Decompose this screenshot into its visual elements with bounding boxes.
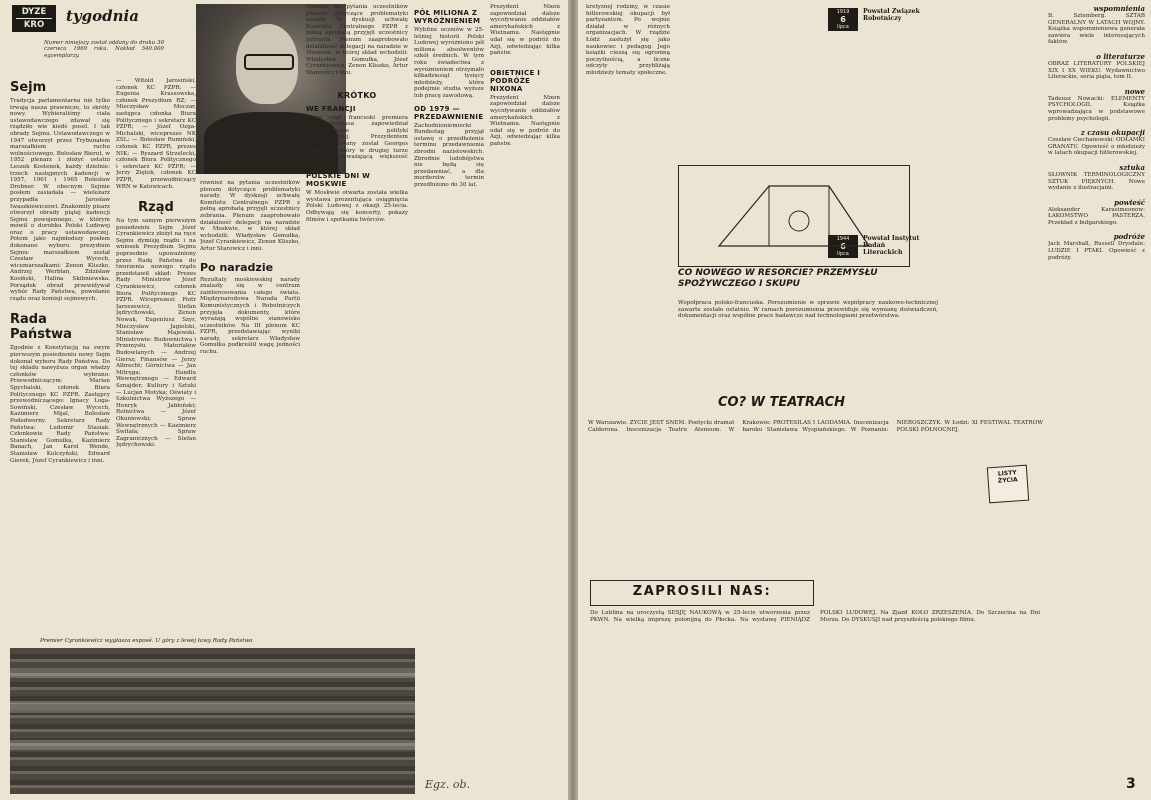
text-nixon-intro: Prezydent Nixon zapowiedział dalsze wycofywanie oddziałów amerykańskich z Wietnamu. Następnie udał się w podróż do Azji, odwiedzając kilka państw. (490, 4, 560, 57)
text-we-francji: Nowy rząd francuski premiera Chaban-Delmasa zapowiedział kontynuowanie polityki gaullistowskiej. Prezydentem Francji wybrany został Georges Pompidou, który w drugiej turze uzyskał przeważającą większość głosów. (306, 114, 408, 167)
logo (12, 5, 56, 32)
date-day-2: 6 (840, 242, 846, 251)
text-obietnice: Prezydent Nixon zapowiedział dalsze wycofywanie oddziałów amerykańskich z Wietnamu. Następnie udał się w podróż do Azji, odwiedzając kilka państw. (490, 94, 560, 147)
photo-glasses (244, 54, 294, 70)
text-wspomnienia: B. Sztemberg. SZTAB GENERALNY W LATACH WOJNY. Książka wspomnieniowa generała zawiera wiele interesujących faktów. (1048, 13, 1145, 46)
column-teatr (588, 420, 1043, 570)
photo-tier (10, 668, 415, 678)
heading-polskie-dni: POLSKIE DNI W MOSKWIE (306, 172, 371, 189)
text-polskie-dni: W Moskwie otwarta została wielka wystawa prezentująca osiągnięcia Polski Ludowej z okazji 25-lecia. Odbywają się koncerty, pokazy filmów i spotkania twórców. (306, 190, 408, 223)
heading-po-naradzie: Po naradzie (200, 260, 274, 274)
label-powiesc: powieść (1114, 197, 1145, 207)
logo-bottom: KRO (16, 18, 52, 31)
left-page (0, 0, 568, 800)
label-sztuka: sztuka (1119, 162, 1145, 172)
column-center (306, 4, 408, 644)
heading-we-francji: WE FRANCJI (306, 104, 356, 113)
heading-rzad: Rząd (138, 200, 174, 216)
heading-pol-miliona: PÓŁ MILIONA Z WYRÓŻNIENIEM (414, 9, 481, 25)
column-intro (586, 4, 670, 254)
heading-od-1979: OD 1979 — PRZEDAWNIENIE (414, 104, 484, 121)
text-rzad-continued: również na pytania uczestników plenum dotyczące problematyki narady. W dyskusji uchwałę Komitetu Centralnego PZPR z pełną aprobatą przyjęli uczestnicy zebrania. Plenum zaaprobowało działalność delegacji na naradzie w Moskwie, w której skład wchodzili: Władysław Gomułka, Józef Cyrankiewicz, Zenon Kliszko, Artur Starewicz i inni. (200, 180, 300, 252)
label-literatura: o literaturze (1096, 51, 1145, 61)
text-czasu-okupacji: Czesław Ciechanowski: ODŁAMKI GRANATU. Opowieść o młodzieży w latach okupacji hitlerowskiej. (1048, 137, 1145, 157)
label-krotko: KRÓTKO (337, 90, 377, 100)
signature: Egz. ob. (425, 778, 471, 791)
photo-tier (10, 740, 415, 750)
date-year-2: 1944 (836, 236, 850, 242)
date-month-2: lipca (837, 251, 849, 257)
text-intro: kretyznej rodziny, w czasie hitlerowskiej okupacji był partyzantem. Po wojnie działał w różnych organizacjach. W rządzie Łódź zasłużył się jako naukowiec i pedagog. Jego książki cieszą się ogromną poczytnością, a liczne odczyty przybliżają młodzieży tematy społeczne. (586, 4, 670, 76)
date-month-1: lipca (837, 24, 849, 30)
text-zaprosili: Do Lublina na uroczystą SESJĘ NAUKOWĄ w 25-lecie utworzenia przez PKWN. Na wielką imprezę polonijną do Płocka. Na wystawę PIENIĄDZ POLSKI LUDOWEJ. Na Zjazd KOŁO ZRZESZENIA. Do Szczecina na Dni Morza. Do DYSKUSJI nad przyszłością polskiego filmu. (590, 610, 1040, 623)
text-co-nowego: Współpraca polsko-francuska. Porozumienie w sprawie współpracy naukowo-technicznej zawarte zostało ostatnio. W ramach porozumienia przewiduje się wymianę doświadczeń, dokumentacji oraz wspólne prace badawcze nad technologiami przetwórstwa. (678, 300, 938, 320)
column-zaprosili (590, 610, 1040, 795)
illustration-resort (678, 165, 910, 267)
date-text-1: Powstał Związek Robotniczy (863, 8, 920, 23)
section-title: tygodnia (66, 7, 139, 25)
issue-note: Numer niniejszy został oddany do druku 30 czerwca 1969 roku. Nakład 540.000 egzemplarzy. (44, 40, 164, 59)
text-pol-miliona: Wybitne uczniów w 25-letniej historii Polski Ludowej wyróżniono pół miliona absolwentów szkół średnich. W tym roku świadectwa z wyróżnieniem otrzymało kilkadziesiąt tysięcy młodzieży, która podejmie studia wyższe lub pracę zawodową. (414, 27, 484, 99)
column-sejm (10, 78, 110, 644)
text-members: — Witold Jarosiński, członek KC PZPR; — Eugenia Krassowska, członek Prezydium RZ; — Mieczysław Moczar, zastępca członka Biura Politycznego i sekretarz KC PZPR; — Józef Ozga-Michalski, wiceprezes NK ZSL; — Bolesław Rumiński, członek KC PZPR, prezes NIK; — Ryszard Strzelecki, członek Biura Politycznego i sekretarz KC PZPR; — Jerzy Ziętek, członek KC PZPR, przewodniczący WRN w Katowicach. (116, 78, 196, 190)
heading-teatr: CO? W TEATRACH (718, 395, 846, 410)
label-nowe: nowe (1124, 86, 1145, 96)
text-teatr: W Warszawie. ŻYCIE JEST SNEM. Poetycki dramat Calderona. Inscenizacja Teatru Ateneum. W Krakowie: PROTESILAS I LAODAMIA. Inscenizacja baroku Stanisława Wyspiańskiego. W Poznaniu: NIEBOSZCZYK. W Łodzi: XI FESTIWAL TEATRÓW POLSKI PÓŁNOCNEJ. (588, 420, 1043, 433)
date-text-2: Powstał Instytut Badań Literackich (863, 235, 920, 257)
right-page (578, 0, 1151, 800)
heading-obietnice: OBIETNICE I PODRÓŻE NIXONA (490, 68, 541, 93)
label-czasu-okupacji: z czasu okupacji (1080, 128, 1145, 138)
page-number: 3 (1126, 776, 1136, 792)
text-column-center: również na pytania uczestników plenum dotyczące problematyki narady. W dyskusji uchwałę Komitetu Centralnego PZPR z pełną aprobatą przyjęli uczestnicy zebrania. Plenum zaaprobowało działalność delegacji na naradzie w Moskwie, w której skład wchodzili: Władysław Gomułka, Józef Cyrankiewicz, Zenon Kliszko, Artur Starewicz i inni. (306, 4, 408, 76)
column-books (1048, 4, 1145, 794)
date-year-1: 1919 (836, 9, 850, 15)
text-sztuka: SŁOWNIK TERMINOLOGICZNY SZTUK PIĘKNYCH. Nowe wydanie z ilustracjami. (1048, 171, 1145, 192)
column-right (490, 4, 560, 794)
heading-zaprosili: ZAPROSILI NAS: (590, 580, 814, 606)
heading-co-nowego: CO NOWEGO W RESORCIE? PRZEMYSŁU SPOŻYWCZEGO I SKUPU (678, 268, 878, 289)
column-news (414, 4, 484, 644)
masthead (12, 5, 212, 39)
photo-caption: Premier Cyrankiewicz wygłasza exposé. U góry z lewej ławy Rady Państwa (40, 638, 253, 644)
text-podroze: Jack Marshall, Russell Drysdale: LUDZIE I PTAKI. Opowieść z podróży. (1048, 241, 1145, 261)
text-rzad: Na tym samym pierwszym posiedzeniu Sejm Józef Cyrankiewicz złożył na ręce Sejmu dymisję rządu i na wniosek Prezydium Sejmu poprzednio upoważniony przez Radę Państwa do tworzenia nowego rządu przedstawił skład: Prezes Rady Ministrów Józef Cyrankiewicz, członek Biura Politycznego KC PZPR. Wiceprezesi: Piotr Jaroszewicz, Stefan Jędrychowski, Zenon Nowak, Eugeniusz Szyr, Mieczysław Jagielski, Stanisław Majewski. Ministrowie: Budownictwa i Przemysłu Materiałów Budowlanych — Andrzej Giersz; Finansów — Jerzy Albrecht; Górnictwa — Jan Mitręga; Handlu Wewnętrznego — Edward Sznajder; Kultury i Sztuki — Lucjan Motyka; Oświaty i Szkolnictwa Wyższego — Henryk Jabłoński; Rolnictwa — Józef Okuniewski; Spraw Wewnętrznych — Kazimierz Świtała; Spraw Zagranicznych — Stefan Jędrychowski. (116, 218, 196, 449)
label-podroze: podróże (1113, 232, 1145, 242)
text-sejm: Tradycja parlamentarna nie tylko trwają nasza prawnicze, to skróty nowy. Wybieraliśmy ciała ustawodawczego zdawał się rządziło wie kiedś posel. I tak obrady Sejmu. Ustawodawczego w 1947 otworzył przez Trybunałem marszałkiem ruchu wolnościowego, Bolesław Bierut, w 1952 plenarz i złożyć ostatni Leszek Kostenek, każdy dzielnie: trzech następnych kadencji w 1957, 1961 i 1965 Bolesław Drobner. W obecnym Sejmie posłem zasiadała — wieleżarz przypadła Jarosław Iwaszkiewiczowi. Znakomity pisarz otworzył obrady piątej kadencji Sejmu powojennego, w którym mówił o dorobku Polski Ludowej oraz o pracy ustawodawczej. Potem jako najmłodszy posłem dokonano wyboru prezydium Sejmu: marszałkiem został Czesław Wycech, wicemarszałkami: Zenon Kliszko, Andrzej Werblan, Zdzisław Kosiński, Halina Skibniewska. Porządek obrad przewidywał wybór Rady Państwa, powołanie rządu oraz komisji sejmowych. (10, 98, 110, 302)
column-po-naradzie (200, 180, 300, 644)
text-powiesc: Aleksander Karasimeonow: ŁAKOMSTWO PASTERZA. Przekład z bułgarskiego. (1048, 206, 1145, 226)
text-rada-panstwa: Zgodnie z Konstytucją na swym pierwszym posiedzeniu nowy Sejm dokonał wyboru Rady Państwa. Do tej składu nawyższa organ władzy członków wybrano: Przewodniczącym: Marian Spychalski, członek Biura Politycznego KC PZPR. Zastępcy przewodniczącego: Ignacy Loga-Sowiński, Czesław Wycech, Kazimierz Mijal, Bolesław Podedworny. Sekretarz Rady Państwa: Ludomir Stasiak. Członkowie Rady Państwa: Stanisław Gomułka, Kazimierz Banach, Jan Karol Wende, Stanisław Kulczyński, Edward Gierek, Józef Cyrankiewicz i inni. (10, 345, 110, 464)
badge-listy: LISTY ŻYCIA (987, 465, 1029, 504)
column-rzad (116, 78, 196, 644)
label-wspomnienia: wspomnienia (1093, 4, 1145, 13)
illustration-lines (679, 166, 909, 266)
date-badge-1 (828, 8, 858, 31)
text-nowe: Tadeusz Nowacki: ELEMENTY PSYCHOLOGII. Książka wprowadzająca w podstawowe problemy psychologii. (1048, 95, 1145, 122)
heading-rada-panstwa: Rada Państwa (10, 312, 72, 343)
text-od-1979: Zachodnioniemiecki Bundestag przyjął ustawę o przedłużeniu terminu przedawnienia zbrodni nazistowskich. Zbrodnie ludobójstwa nie będą się przedawniać, a dla morderstw termin przedłużono do 30 lat. (414, 122, 484, 188)
date-day-1: 6 (840, 15, 846, 24)
logo-top: DYZE (21, 7, 47, 17)
gutter (568, 0, 578, 800)
photo-parliament-hall (10, 648, 415, 794)
column-co-nowego (678, 300, 938, 400)
photo-tier (10, 703, 415, 713)
text-literatura: OBRAZ LITERATURY POLSKIEJ XIX I XX WIEKU. Wydawnictwo Literackie, seria piąta, tom II. (1048, 60, 1145, 81)
heading-sejm: Sejm (10, 80, 47, 95)
text-po-naradzie: Rezultaty moskiewskiej narady znalazły się w centrum zainteresowania całego świata. Międzynarodowa Narada Partii Komunistycznych i Robotniczych przyjęła dokumenty, które wyrażają wspólne stanowisko uczestników. Na III plenum KC PZPR, przedstawiając wyniki narady, sekretarz Władysław Gomułka podkreślił wagę jedności ruchu. (200, 276, 300, 356)
